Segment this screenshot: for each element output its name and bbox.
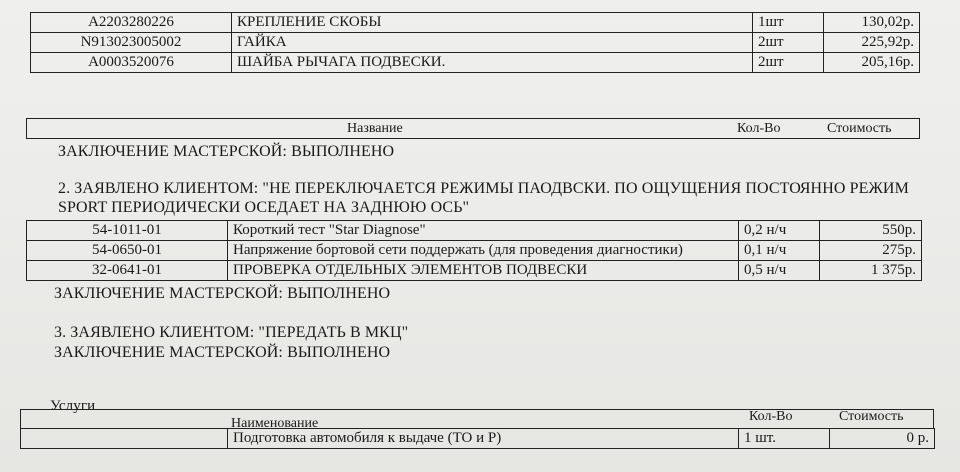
part-name: ШАЙБА РЫЧАГА ПОДВЕСКИ. xyxy=(232,53,753,73)
table-row xyxy=(31,13,920,33)
part-code: A0003520076 xyxy=(31,53,232,73)
service-qty: 1 шт. xyxy=(739,429,830,449)
works-table-header xyxy=(26,118,920,139)
work-qty: 0,5 н/ч xyxy=(739,261,820,281)
conclusion-1: ЗАКЛЮЧЕНИЕ МАСТЕРСКОЙ: ВЫПОЛНЕНО xyxy=(58,143,395,160)
complaint-2-line1: 2. ЗАЯВЛЕНО КЛИЕНТОМ: "НЕ ПЕРЕКЛЮЧАЕТСЯ РЕЖИМЫ ПАОДВСКИ. ПО ОЩУЩЕНИЯ ПОСТОЯННО РЕЖИМ xyxy=(58,180,909,197)
part-price: 205,16р. xyxy=(824,53,920,73)
part-name: КРЕПЛЕНИЕ СКОБЫ xyxy=(232,13,753,33)
table-row xyxy=(21,429,935,449)
complaint-2-line2: SPORT ПЕРИОДИЧЕСКИ ОСЕДАЕТ НА ЗАДНЮЮ ОСЬ" xyxy=(58,199,470,216)
part-price: 130,02р. xyxy=(824,13,920,33)
header-cost: Стоимость xyxy=(839,409,904,424)
work-price: 275р. xyxy=(820,241,922,261)
work-name: Напряжение бортовой сети поддержать (для проведения диагностики) xyxy=(228,241,739,261)
part-code: A2203280226 xyxy=(31,13,232,33)
work-name: Короткий тест "Star Diagnose" xyxy=(228,221,739,241)
table-row xyxy=(31,53,920,73)
work-code: 54-1011-01 xyxy=(27,221,228,241)
complaint-3: 3. ЗАЯВЛЕНО КЛИЕНТОМ: "ПЕРЕДАТЬ В МКЦ" xyxy=(54,324,409,341)
part-qty: 2шт xyxy=(753,33,824,53)
service-spacer xyxy=(21,429,228,449)
service-name: Подготовка автомобиля к выдаче (ТО и Р) xyxy=(228,429,739,449)
works-table xyxy=(26,220,922,281)
services-table-header xyxy=(20,409,934,429)
work-price: 550р. xyxy=(820,221,922,241)
table-row xyxy=(27,221,922,241)
conclusion-3: ЗАКЛЮЧЕНИЕ МАСТЕРСКОЙ: ВЫПОЛНЕНО xyxy=(54,344,391,361)
work-price: 1 375р. xyxy=(820,261,922,281)
part-qty: 2шт xyxy=(753,53,824,73)
conclusion-2: ЗАКЛЮЧЕНИЕ МАСТЕРСКОЙ: ВЫПОЛНЕНО xyxy=(54,285,391,302)
header-qty: Кол-Во xyxy=(737,121,781,136)
work-qty: 0,2 н/ч xyxy=(739,221,820,241)
work-code: 32-0641-01 xyxy=(27,261,228,281)
header-name: Наименование xyxy=(231,416,319,431)
parts-table xyxy=(30,12,920,73)
part-name: ГАЙКА xyxy=(232,33,753,53)
part-code: N913023005002 xyxy=(31,33,232,53)
services-title: Услуги xyxy=(50,398,96,414)
work-code: 54-0650-01 xyxy=(27,241,228,261)
header-name: Название xyxy=(347,121,403,136)
work-name: ПРОВЕРКА ОТДЕЛЬНЫХ ЭЛЕМЕНТОВ ПОДВЕСКИ xyxy=(228,261,739,281)
work-qty: 0,1 н/ч xyxy=(739,241,820,261)
services-table xyxy=(20,428,935,449)
table-row xyxy=(31,33,920,53)
table-row xyxy=(27,241,922,261)
service-price: 0 р. xyxy=(830,429,935,449)
table-row xyxy=(27,261,922,281)
part-price: 225,92р. xyxy=(824,33,920,53)
part-qty: 1шт xyxy=(753,13,824,33)
header-qty: Кол-Во xyxy=(749,409,793,424)
header-cost: Стоимость xyxy=(827,121,892,136)
